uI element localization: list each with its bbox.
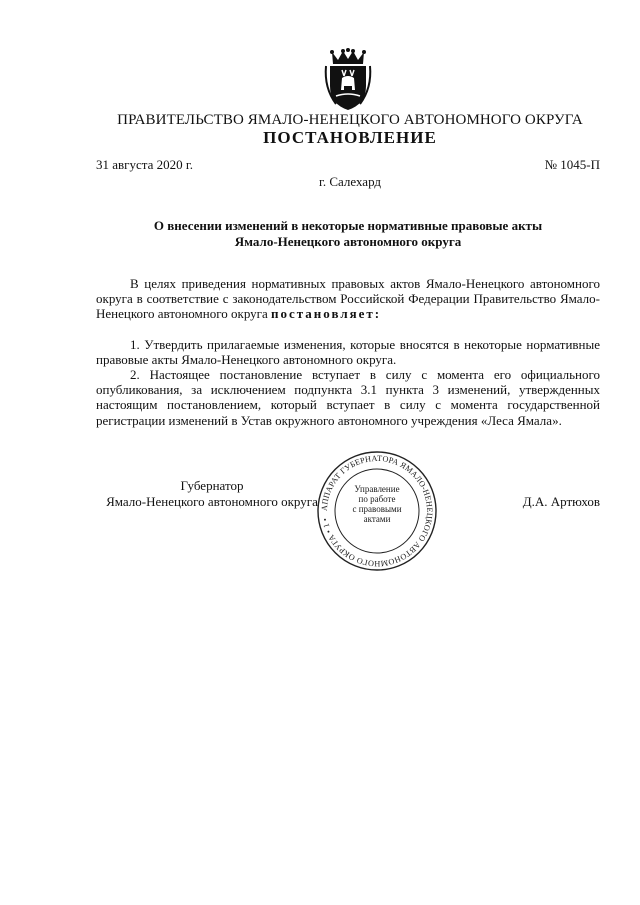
preamble-paragraph (96, 276, 600, 322)
signatory-name: Д.А. Артюхов (522, 494, 600, 509)
document-type: ПОСТАНОВЛЕНИЕ (263, 128, 437, 147)
stamp-line-2: по работе (358, 494, 396, 504)
item-2-paragraph: 2. Настоящее постановление вступает в силу с момента его официального опубликования, за исключением подпункта 3.1 пункта 3 изменений, утвержденных настоящим постановлением, который вступает в силу с момента государственной регистрации изменений в Устав окружного автономного учреждения «Леса Ямала». (96, 367, 600, 428)
stamp-line-1: Управление (354, 484, 400, 494)
signatory-title (96, 478, 328, 510)
document-body (96, 276, 600, 428)
stamp-line-3: с правовыми (352, 504, 402, 514)
document-subject (96, 218, 600, 250)
document-date: 31 августа 2020 г. (96, 157, 193, 172)
preamble-text: В целях приведения нормативных правовых актов Ямало-Ненецкого автономного округа в соответствие с законодательством Российской Федерации Правительство Ямало-Ненецкого автономного округа (96, 276, 600, 322)
signatory-title-line-1: Губернатор (180, 478, 244, 493)
stamp-ring-text: АППАРАТ ГУБЕРНАТОРА ЯМАЛО-НЕНЕЦКОГО АВТОНОМНОГО ОКРУГА • 1 • (319, 453, 435, 569)
subject-line-1: О внесении изменений в некоторые нормативные правовые акты (153, 218, 543, 233)
document-city: г. Салехард (318, 174, 382, 189)
decree-word: постановляет: (271, 306, 382, 322)
signatory-title-line-2: Ямало-Ненецкого автономного округа (106, 494, 318, 509)
coat-of-arms-icon (322, 48, 374, 112)
subject-line-2: Ямало-Ненецкого автономного округа (234, 234, 462, 249)
item-1-paragraph: 1. Утвердить прилагаемые изменения, которые вносятся в некоторые нормативные правовые акты Ямало-Ненецкого автономного округа. (96, 336, 600, 367)
stamp-line-4: актами (363, 514, 391, 524)
organization-name: ПРАВИТЕЛЬСТВО ЯМАЛО-НЕНЕЦКОГО АВТОНОМНОГО ОКРУГА (117, 112, 583, 128)
document-number: № 1045-П (544, 157, 600, 172)
stamp-center-text (341, 484, 413, 524)
